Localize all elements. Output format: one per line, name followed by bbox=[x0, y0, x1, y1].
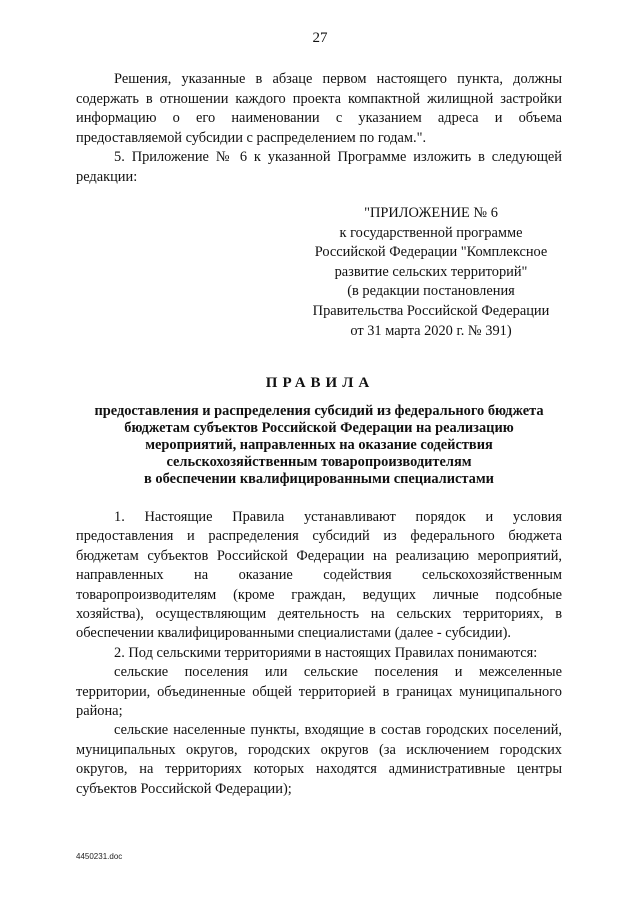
document-filename: 4450231.doc bbox=[76, 852, 123, 861]
appendix-header bbox=[300, 204, 562, 341]
appendix-line: от 31 марта 2020 г. № 391) bbox=[350, 322, 512, 339]
rules-subtitle-line: сельскохозяйственным товаропроизводителям bbox=[166, 454, 472, 470]
rules-subtitle bbox=[76, 403, 562, 488]
rules-body bbox=[76, 508, 562, 799]
appendix-line: Российской Федерации "Комплексное bbox=[314, 244, 548, 261]
rules-subtitle-line: предоставления и распределения субсидий из федерального бюджета bbox=[94, 403, 544, 419]
rules-title: ПРАВИЛА bbox=[265, 375, 375, 391]
rules-paragraph-3: сельские поселения или сельские поселения и межселенные территории, объединенные общей территорией в границах муниципального района; bbox=[76, 664, 562, 720]
appendix-line: Правительства Российской Федерации bbox=[312, 302, 550, 319]
appendix-line: развитие сельских территорий" bbox=[334, 263, 528, 280]
rules-subtitle-line: бюджетам субъектов Российской Федерации на реализацию bbox=[124, 420, 514, 436]
rules-paragraph-4: сельские населенные пункты, входящие в состав городских поселений, муниципальных округов, городских округов (за исключением городских округов, на территориях которых находятся административные центры субъектов Российской Федерации); bbox=[76, 722, 562, 797]
rules-paragraph-2: 2. Под сельскими территориями в настоящих Правилах понимаются: bbox=[114, 644, 538, 661]
appendix-line: (в редакции постановления bbox=[347, 283, 515, 300]
intro-block bbox=[76, 70, 562, 188]
page-number: 27 bbox=[312, 30, 328, 46]
appendix-line: "ПРИЛОЖЕНИЕ № 6 bbox=[364, 205, 498, 221]
intro-paragraph: Решения, указанные в абзаце первом настоящего пункта, должны содержать в отношении каждого проекта компактной жилищной застройки информацию о его наименовании с указанием адреса и объема предоставляемой субсидии с распределением по годам.". bbox=[76, 71, 562, 146]
rules-subtitle-line: в обеспечении квалифицированными специалистами bbox=[144, 471, 494, 487]
rules-paragraph-1: 1. Настоящие Правила устанавливают порядок и условия предоставления и распределения субсидий из федерального бюджета бюджетам субъектов Российской Федерации на реализацию мероприятий, направленных на оказание содействия сельскохозяйственным товаропроизводителям (кроме граждан, ведущих личные подсобные хозяйства), осуществляющим деятельность на сельских территориях, в обеспечении квалифицированными специалистами (далее - субсидии). bbox=[76, 509, 562, 642]
appendix-line: к государственной программе bbox=[339, 224, 523, 241]
rules-subtitle-line: мероприятий, направленных на оказание содействия bbox=[145, 437, 493, 453]
item-5-paragraph: 5. Приложение № 6 к указанной Программе изложить в следующей редакции: bbox=[76, 149, 562, 185]
